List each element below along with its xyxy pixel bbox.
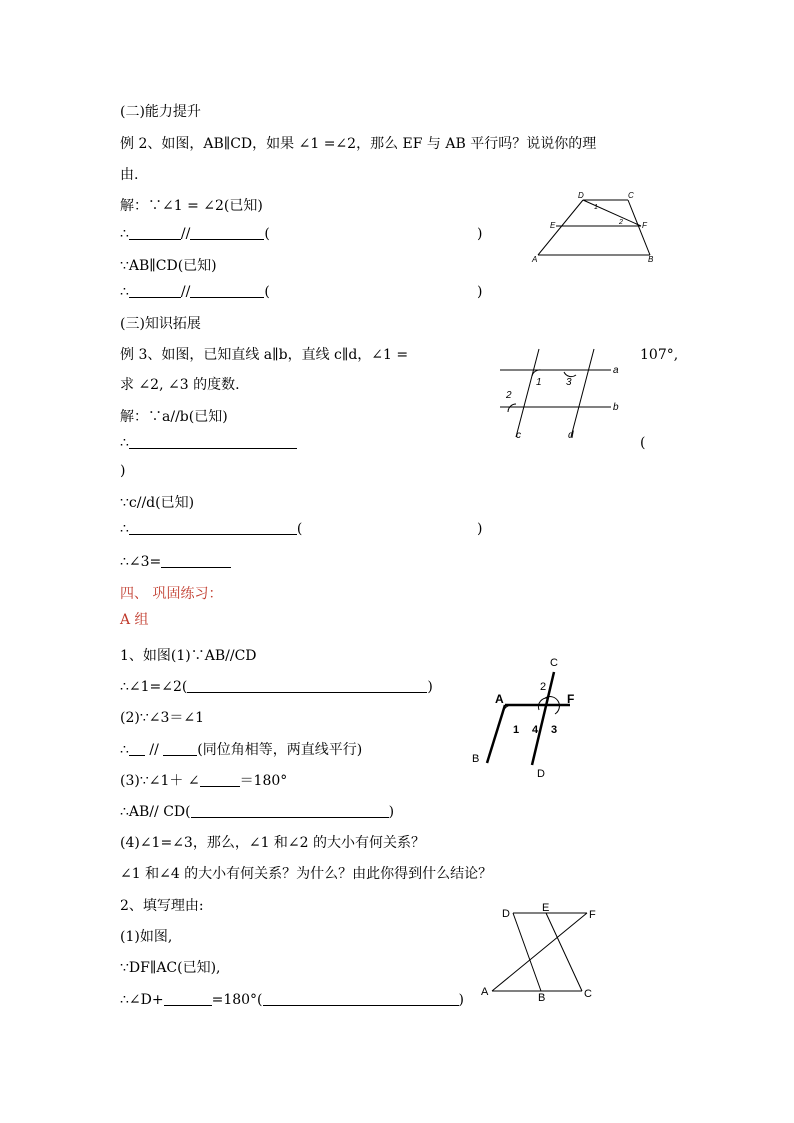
- figure-df-ac: [478, 902, 608, 1002]
- q1-line4: ∴ // (同位角相等，两直线平行): [120, 742, 363, 758]
- example2-step1: ∴ // (: [120, 226, 270, 242]
- label-C: C: [550, 657, 558, 669]
- example3-solution-start: 解：∵a//b(已知): [120, 409, 228, 425]
- q2-line4: ∴∠D+ =180°( ): [120, 992, 464, 1008]
- label-B: B: [472, 753, 480, 765]
- label-D: D: [537, 768, 545, 780]
- q2-line2: (1)如图,: [120, 929, 173, 945]
- example2-step1-close: ): [477, 226, 483, 242]
- section-heading-extension: (三)知识拓展: [120, 316, 201, 332]
- example2-question-cont: 由.: [120, 167, 139, 183]
- label-F: F: [589, 909, 596, 921]
- example3-step1-paren-open: (: [640, 435, 646, 451]
- q2-line1: 2、填写理由:: [120, 898, 204, 914]
- blank[interactable]: [129, 434, 297, 449]
- q1-line7: (4)∠1=∠3，那么，∠1 和∠2 的大小有何关系？: [120, 835, 426, 851]
- label-angle-2: 2: [506, 390, 512, 401]
- q1-line8: ∠1 和∠4 的大小有何关系？为什么？由此你得到什么结论？: [120, 866, 493, 882]
- example3-step2-close: ): [477, 521, 483, 537]
- example3-angle-value: 107°,: [640, 347, 679, 363]
- blank[interactable]: [191, 803, 389, 818]
- example2-question: 例 2、如图，AB∥CD，如果 ∠1 =∠2，那么 EF 与 AB 平行吗？说说你的理: [120, 136, 597, 152]
- figure-parallel-lines: [496, 342, 631, 442]
- q1-line2: ∴∠1=∠2( ): [120, 679, 433, 695]
- label-C: C: [628, 191, 634, 200]
- label-E: E: [550, 221, 556, 230]
- figure-transversal: [465, 650, 585, 780]
- blank[interactable]: [161, 553, 231, 568]
- example3-question-cont: 求 ∠2, ∠3 的度数.: [120, 377, 240, 393]
- label-line-b: b: [613, 402, 619, 413]
- blank[interactable]: [263, 991, 459, 1006]
- example2-step2: ∴ // (: [120, 284, 270, 300]
- label-A: A: [481, 986, 489, 998]
- example3-angle3: ∴∠3=: [120, 553, 231, 571]
- q1-line3: (2)∵∠3＝∠1: [120, 710, 205, 726]
- label-angle-1: 1: [536, 377, 542, 388]
- blank[interactable]: [129, 520, 297, 535]
- label-A: A: [532, 255, 538, 264]
- group-label: A 组: [120, 612, 149, 628]
- label-angle-4: 4: [532, 724, 539, 736]
- label-B: B: [538, 992, 546, 1004]
- label-C: C: [584, 988, 592, 1000]
- label-angle-1: 1: [594, 204, 598, 211]
- label-angle-3: 3: [566, 377, 572, 388]
- section-heading-practice: 四、 巩固练习：: [120, 586, 223, 602]
- label-F: F: [567, 692, 575, 706]
- example3-step1-paren-close: ): [120, 463, 126, 479]
- blank[interactable]: [190, 225, 264, 240]
- blank[interactable]: [190, 283, 264, 298]
- label-line-a: a: [613, 365, 619, 376]
- blank[interactable]: [164, 991, 212, 1006]
- example2-solution-start: 解：∵∠1 = ∠2(已知): [120, 198, 263, 214]
- blank[interactable]: [200, 772, 240, 787]
- example3-step2: ∴ (: [120, 521, 303, 537]
- label-A: A: [495, 692, 504, 706]
- figure-trapezoid: [528, 190, 663, 265]
- q1-line1: 1、如图(1)∵AB//CD: [120, 648, 257, 664]
- blank[interactable]: [129, 225, 181, 240]
- example3-question: 例 3、如图，已知直线 a∥b，直线 c∥d，∠1 =: [120, 347, 409, 363]
- label-angle-2: 2: [540, 681, 547, 693]
- label-line-c: c: [516, 430, 521, 441]
- label-E: E: [542, 902, 550, 914]
- q1-line6: ∴AB// CD( ): [120, 804, 395, 820]
- q1-line5: (3)∵∠1＋ ∠ ＝180°: [120, 773, 288, 789]
- example2-given: ∵AB∥CD(已知): [120, 258, 217, 274]
- label-D: D: [502, 908, 510, 920]
- label-B: B: [648, 255, 654, 264]
- label-angle-1: 1: [513, 724, 520, 736]
- blank[interactable]: [163, 741, 197, 756]
- q2-line3: ∵DF∥AC(已知),: [120, 960, 221, 976]
- example3-step1: ∴: [120, 434, 297, 452]
- label-F: F: [642, 221, 647, 230]
- blank[interactable]: [129, 741, 145, 756]
- label-D: D: [578, 191, 584, 200]
- label-line-d: d: [568, 430, 574, 441]
- blank[interactable]: [129, 283, 181, 298]
- section-heading-ability: (二)能力提升: [120, 104, 201, 120]
- label-angle-2: 2: [619, 219, 623, 226]
- blank[interactable]: [187, 678, 427, 693]
- example3-given: ∵c//d(已知): [120, 495, 195, 511]
- example2-step2-close: ): [477, 284, 483, 300]
- label-angle-3: 3: [551, 724, 558, 736]
